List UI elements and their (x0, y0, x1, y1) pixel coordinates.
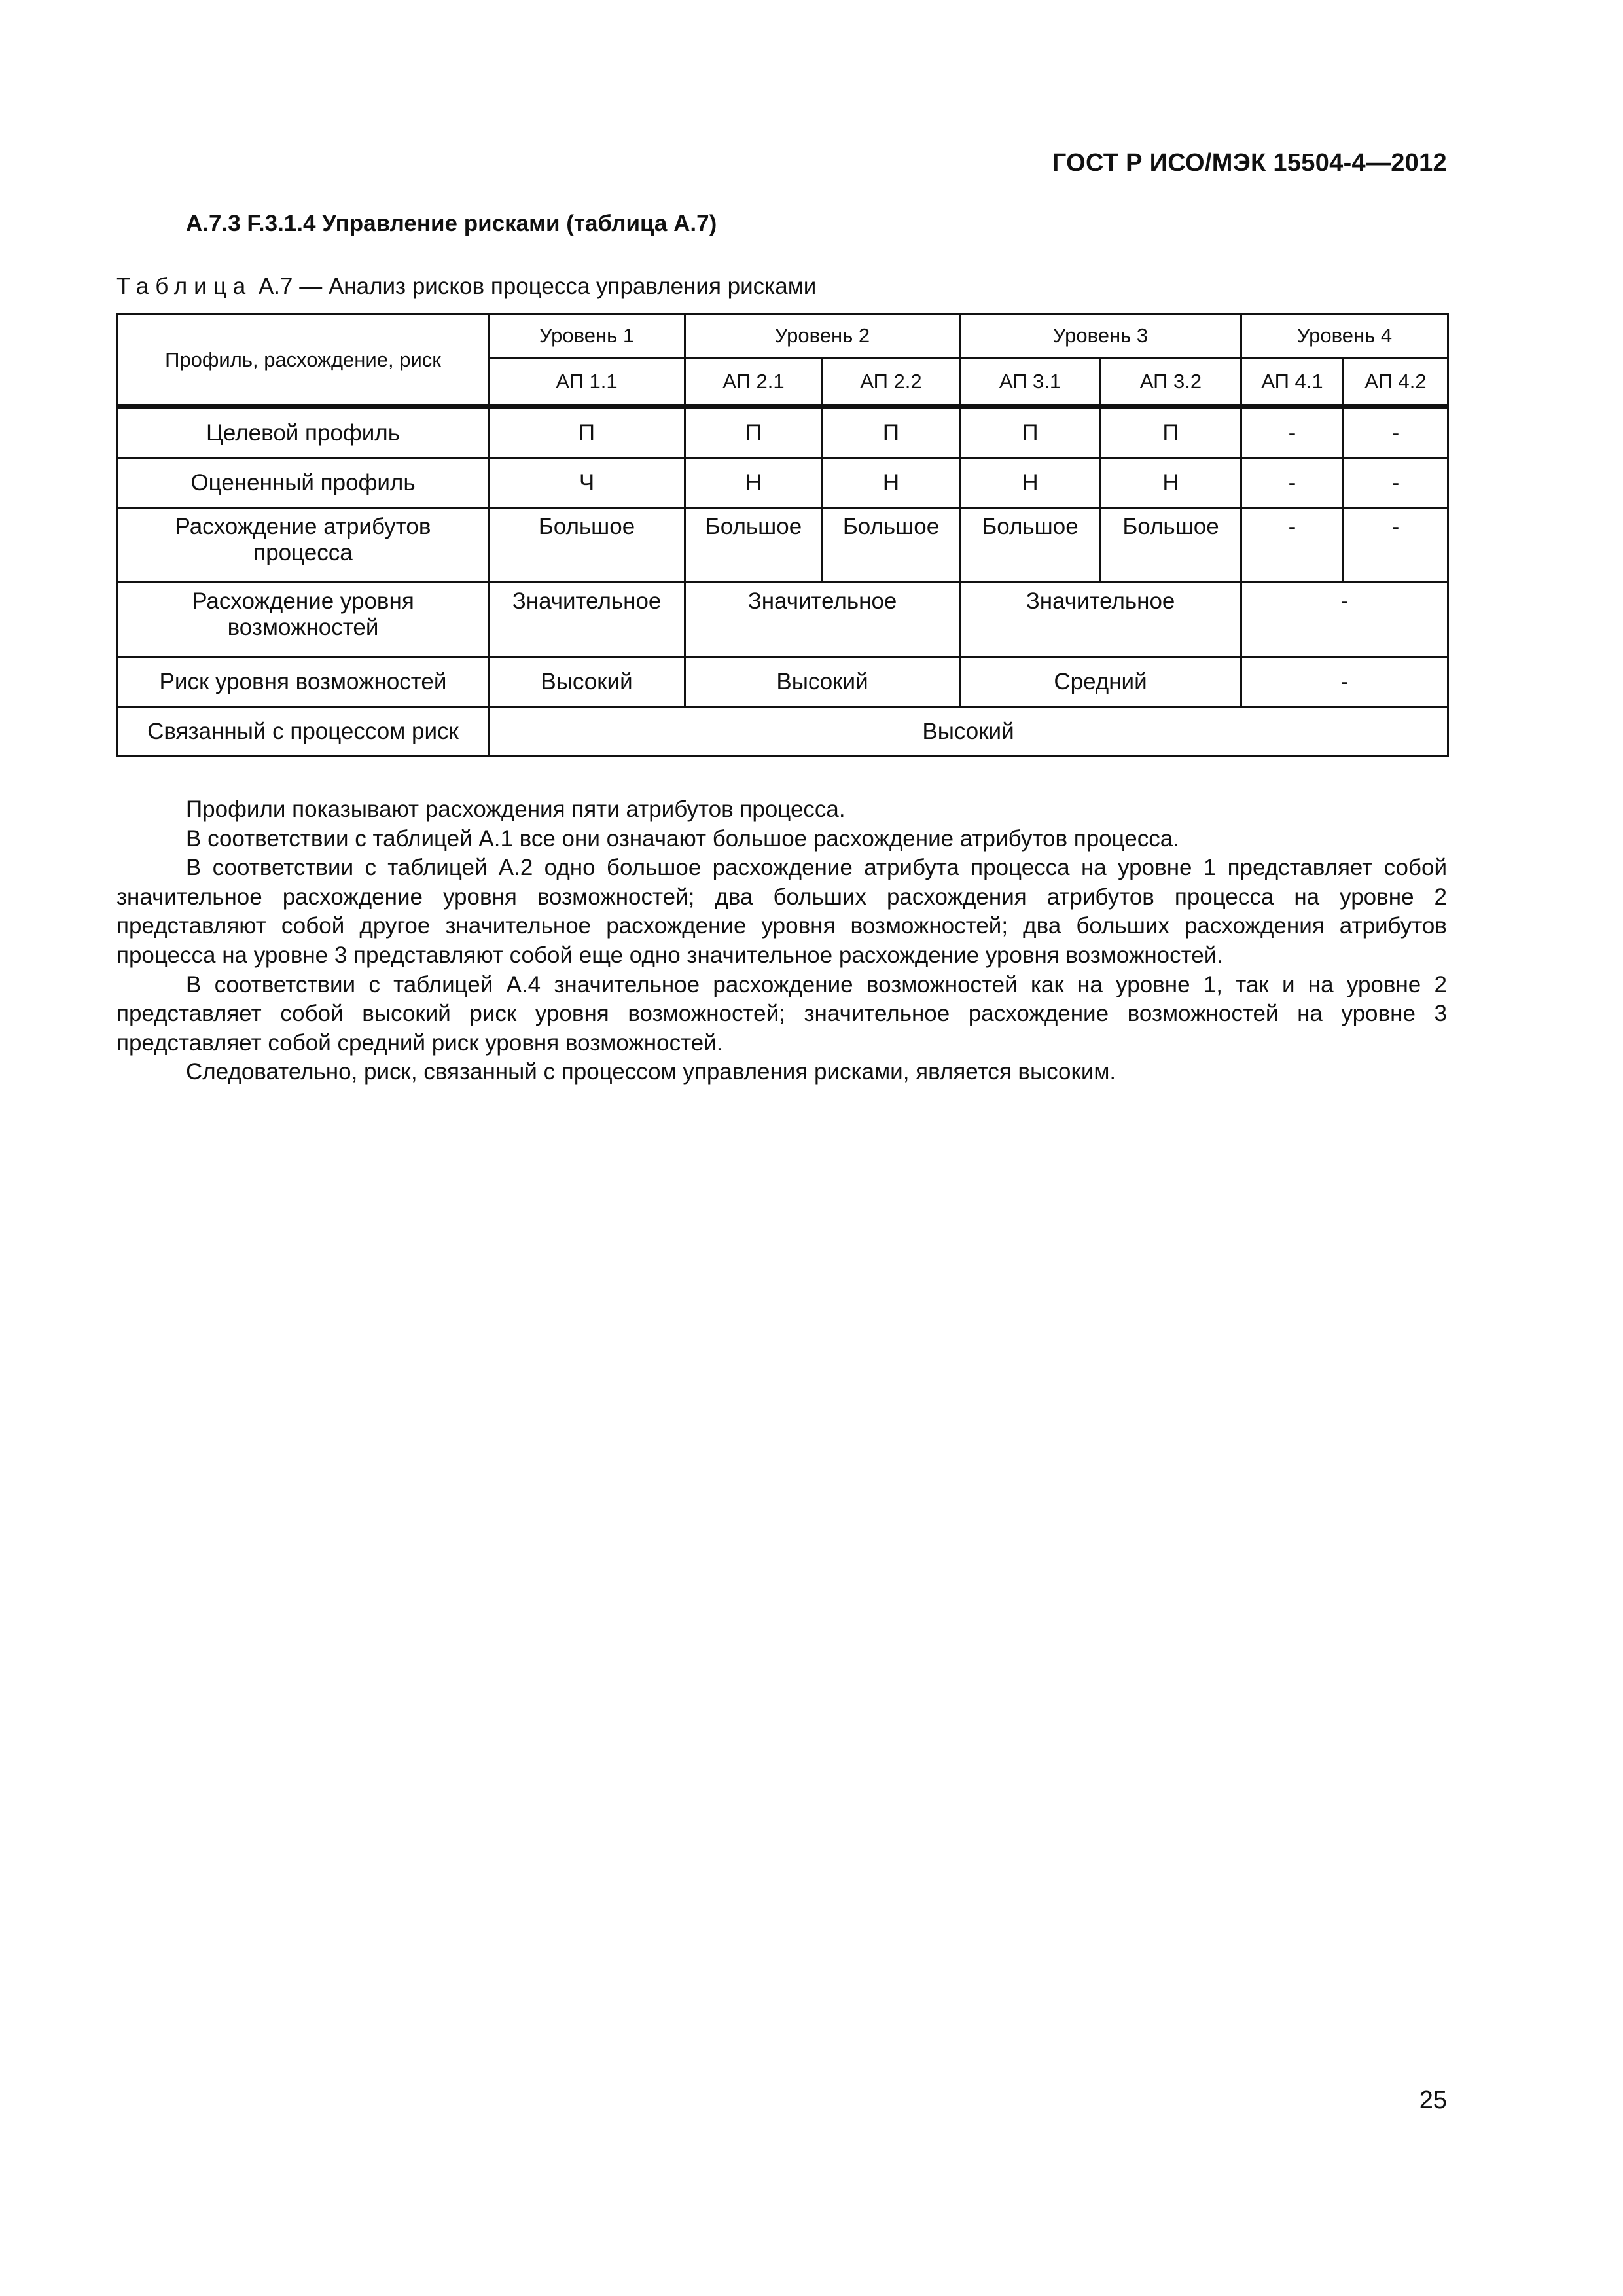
table-cell: Большое (823, 508, 960, 583)
table-cell: Н (960, 458, 1101, 508)
table-cell: П (489, 407, 685, 458)
table-cell: Значительное (489, 583, 685, 657)
paragraph: В соответствии с таблицей А.1 все они означают большое расхождение атрибутов процесса. (186, 825, 1179, 852)
standard-designation: ГОСТ Р ИСО/МЭК 15504-4—2012 (1052, 149, 1447, 177)
level-header: Уровень 2 (685, 314, 960, 358)
risk-analysis-table (116, 313, 1449, 757)
table-row-process-risk (118, 707, 1448, 757)
table-cell: Ч (489, 458, 685, 508)
table-row-assessed-profile (118, 458, 1448, 508)
table-cell: Большое (489, 508, 685, 583)
attribute-header: АП 2.1 (685, 358, 823, 407)
table-cell: - (1344, 407, 1448, 458)
table-cell: Высокий (489, 707, 1448, 757)
table-cell: Н (685, 458, 823, 508)
table-cell: Большое (1101, 508, 1241, 583)
table-caption-text: А.7 — Анализ рисков процесса управления рисками (252, 274, 817, 299)
table-cell: Н (823, 458, 960, 508)
level-header: Уровень 4 (1241, 314, 1448, 358)
table-row-capability-risk (118, 657, 1448, 707)
table-cell: Высокий (489, 657, 685, 707)
table-row-capability-gap (118, 583, 1448, 657)
attribute-header: АП 1.1 (489, 358, 685, 407)
attribute-header: АП 2.2 (823, 358, 960, 407)
attribute-header: АП 4.2 (1344, 358, 1448, 407)
table-row-target-profile (118, 407, 1448, 458)
table-cell: П (823, 407, 960, 458)
row-label: Расхождение атрибутов процесса (118, 508, 489, 583)
attribute-header: АП 4.1 (1241, 358, 1344, 407)
table-caption-prefix: Таблица (116, 274, 253, 299)
corner-header: Профиль, расхождение, риск (118, 314, 489, 407)
paragraph: В соответствии с таблицей А.4 значительное расхождение возможностей как на уровне 1, так и на уровне 2 представляет собой высокий риск уровня возможностей; значительное расхождение возможностей на уровне 3 представляет собой средний риск уровня возможностей. (116, 971, 1447, 1056)
level-header: Уровень 3 (960, 314, 1241, 358)
table-cell: Значительное (685, 583, 960, 657)
table-row-attribute-gap (118, 508, 1448, 583)
level-header: Уровень 1 (489, 314, 685, 358)
table-cell: Значительное (960, 583, 1241, 657)
row-label: Риск уровня возможностей (118, 657, 489, 707)
table-caption (116, 274, 816, 300)
table-cell: П (960, 407, 1101, 458)
table-cell: Средний (960, 657, 1241, 707)
row-label: Целевой профиль (118, 407, 489, 458)
paragraph: Следовательно, риск, связанный с процессом управления рисками, является высоким. (186, 1059, 1116, 1085)
table-cell: Высокий (685, 657, 960, 707)
attribute-header: АП 3.1 (960, 358, 1101, 407)
table-cell: - (1241, 508, 1344, 583)
table-cell: Большое (960, 508, 1101, 583)
row-label: Оцененный профиль (118, 458, 489, 508)
page-number: 25 (1419, 2087, 1447, 2114)
section-title: А.7.3 F.3.1.4 Управление рисками (таблица А.7) (186, 211, 717, 236)
table-cell: П (685, 407, 823, 458)
table-cell: П (1101, 407, 1241, 458)
body-text (116, 795, 1447, 1087)
attribute-header: АП 3.2 (1101, 358, 1241, 407)
table-cell: - (1344, 508, 1448, 583)
table-cell: - (1241, 657, 1448, 707)
table-cell: - (1241, 407, 1344, 458)
table-cell: - (1344, 458, 1448, 508)
row-label: Связанный с процессом риск (118, 707, 489, 757)
table-cell: Н (1101, 458, 1241, 508)
paragraph: В соответствии с таблицей А.2 одно большое расхождение атрибута процесса на уровне 1 представляет собой значительное расхождение уровня возможностей; два больших расхождения атрибутов процесса на уровне 2 представляют собой другое значительное расхождение уровня возможностей; два больших расхождения атрибутов процесса на уровне 3 представляют собой еще одно значительное расхождение уровня возможностей. (116, 855, 1447, 968)
row-label: Расхождение уровня возможностей (118, 583, 489, 657)
paragraph: Профили показывают расхождения пяти атрибутов процесса. (186, 797, 846, 822)
table-cell: - (1241, 583, 1448, 657)
table-cell: Большое (685, 508, 823, 583)
table-cell: - (1241, 458, 1344, 508)
